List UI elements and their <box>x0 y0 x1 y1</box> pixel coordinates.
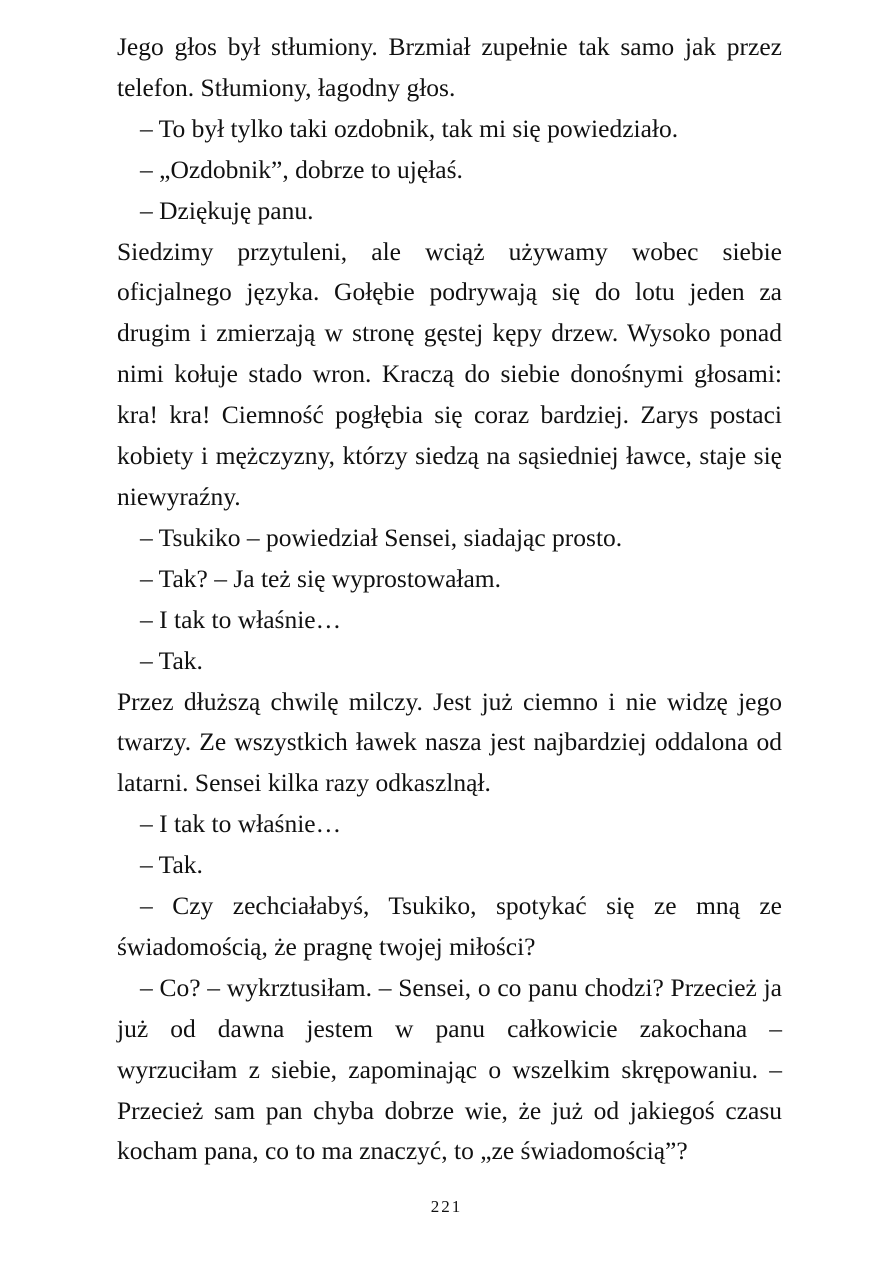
body-text <box>117 27 782 1172</box>
dialogue-line: – To był tylko taki ozdobnik, tak mi się powiedziało. <box>140 113 679 143</box>
dialogue-line: – I tak to właśnie… <box>140 809 342 839</box>
dialogue-line: – „Ozdobnik”, dobrze to ujęłaś. <box>140 154 463 184</box>
paragraph: Przez dłuższą chwilę milczy. Jest już ciemno i nie widzę jego twarzy. Ze wszystkich ławek nasza jest najbardziej oddalona od latarni. Sensei kilka razy odkaszlnął. <box>117 686 782 798</box>
dialogue-line: – Tak. <box>140 645 203 675</box>
dialogue-line: – I tak to właśnie… <box>140 604 342 634</box>
dialogue-line: – Dziękuję panu. <box>140 195 314 225</box>
dialogue-line: – Tsukiko – powiedział Sensei, siadając prosto. <box>140 522 623 552</box>
paragraph: Jego głos był stłumiony. Brzmiał zupełnie tak samo jak przez telefon. Stłumiony, łagodny głos. <box>117 32 782 102</box>
dialogue-line: – Tak. <box>140 850 203 880</box>
paragraph: Siedzimy przytuleni, ale wciąż używamy wobec siebie oficjalnego języka. Gołębie podrywają się do lotu jeden za drugim i zmierzają w stronę gęstej kępy drzew. Wysoko ponad nimi kołuje stado wron. Kraczą do siebie donośnymi głosami: kra! kra! Ciemność pogłębia się coraz bardziej. Zarys postaci kobiety i mężczyzny, którzy siedzą na sąsiedniej ławce, staje się niewyraźny. <box>117 236 782 511</box>
dialogue-line: – Czy zechciałabyś, Tsukiko, spotykać się ze mną ze świadomością, że pragnę twojej miłości? <box>117 891 782 961</box>
dialogue-line: – Tak? – Ja też się wyprostowałam. <box>140 563 502 593</box>
dialogue-line: – Co? – wykrztusiłam. – Sensei, o co panu chodzi? Przecież ja już od dawna jestem w panu całkowicie zakochana – wyrzuciłam z siebie, zapominając o wszelkim skrępowaniu. – Przecież sam pan chyba dobrze wie, że już od jakiegoś czasu kocham pana, co to ma znaczyć, to „ze świadomością”? <box>117 972 782 1166</box>
page-number: 221 <box>430 1197 463 1216</box>
